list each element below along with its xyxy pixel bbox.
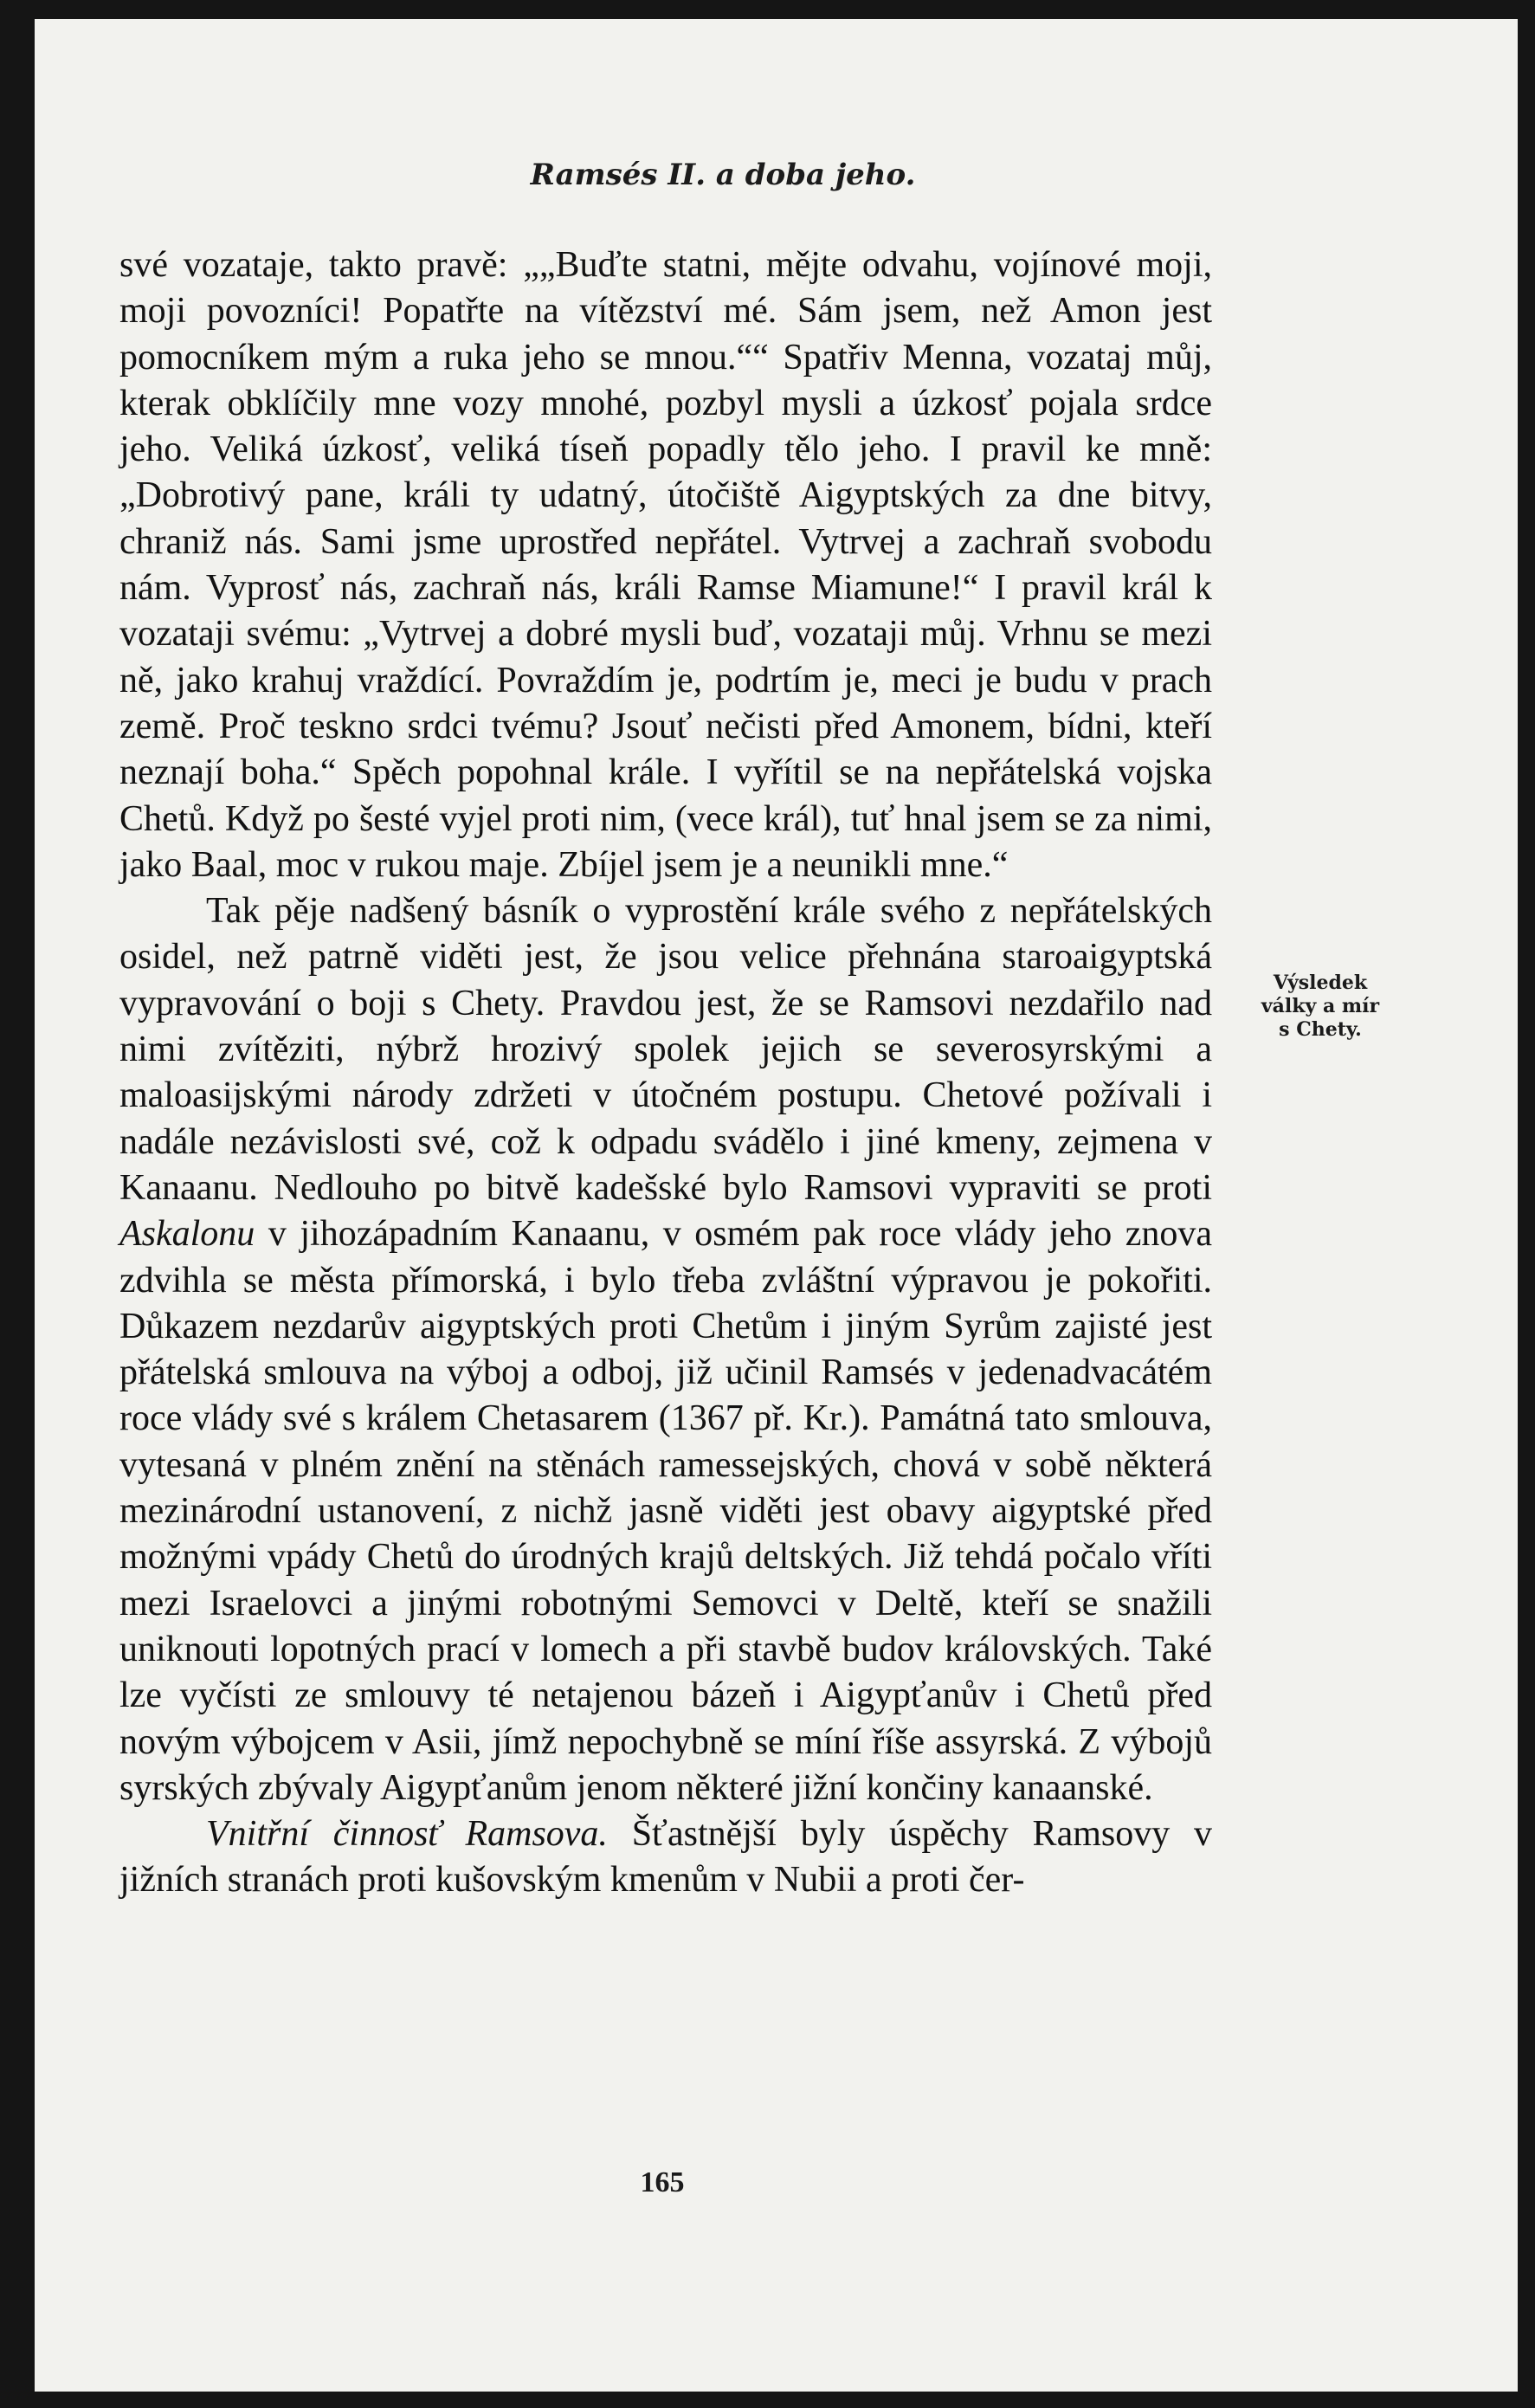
page-number: 165 — [640, 2166, 685, 2198]
paragraph-text-part2: v jihozápadním Kanaanu, v osmém pak roce vlády jeho znova zdvihla se města přímorská, i bylo třeba zvláštní výpravou je pokořiti. Důkazem nezdarův aigyptských proti Chetům i jiným Syrům zajisté jest přátelská smlouva na výboj a odboj, již učinil Ramsés v jedenadvacátém roce vlády své s králem Chetasarem (1367 př. Kr.). Památná tato smlouva, vytesaná v plném znění na stěnách ramessejských, chová v sobě některá mezinárodní ustanovení, z nichž jasně viděti jest obavy aigyptské před možnými vpády Chetů do úrodných krajů deltských. Již tehdá počalo vříti mezi Israelovci a jinými robotnými Semovci v Deltě, kteří se snažili uniknouti lopotných prací v lomech a při stavbě budov královských. Také lze vyčísti ze smlouvy té netajenou bázeň i Aigypťanův i Chetů před novým výbojcem v Asii, jímž nepochybně se míní říše assyrská. Z výbojů syrských zbývaly Aigypťanům jenom některé jižní končiny kanaanské. — [119, 1214, 1212, 1808]
running-header: Ramsés II. a doba jeho. — [530, 158, 916, 192]
section-heading: Vnitřní činnosť Ramsova. — [206, 1814, 608, 1855]
margin-note-line: Výsledek — [1273, 972, 1368, 994]
margin-note-line: války a mír — [1261, 995, 1380, 1017]
paragraph-result-of-war — [119, 888, 1212, 1811]
place-name-askalon: Askalonu — [119, 1214, 255, 1255]
paragraph-internal-activity — [119, 1811, 1212, 1904]
margin-note — [1229, 972, 1411, 1042]
paragraph-continuation: své vozataje, takto pravě: „„Buďte statni, mějte odvahu, vojínové moji, moji povozníci! Popatřte na vítězství mé. Sám jsem, než Amon jest pomocníkem mým a ruka jeho se mnou.““ Spatřiv Menna, vozataj můj, kterak obklíčily mne vozy mnohé, pozbyl mysli a úzkosť pojala srdce jeho. Veliká úzkosť, veliká tíseň popadly tělo jeho. I pravil ke mně: „Dobrotivý pane, králi ty udatný, útočiště Aigyptských za dne bitvy, chraniž nás. Sami jsme uprostřed nepřátel. Vytrvej a zachraň svobodu nám. Vyprosť nás, zachraň nás, králi Ramse Miamune!“ I pravil král k vozataji svému: „Vytrvej a dobré mysli buď, vozataji můj. Vrhnu se mezi ně, jako krahuj vraždící. Povraždím je, podrtím je, meci je budu v prach země. Proč teskno srdci tvému? Jsouť nečisti před Amonem, bídni, kteří neznají boha.“ Spěch popohnal krále. I vyřítil se na nepřátelská vojska Chetů. Když po šesté vyjel proti nim, (vece král), tuť hnal jsem se za nimi, jako Baal, moc v rukou maje. Zbíjel jsem je a neunikli mne.“ — [119, 245, 1212, 885]
book-page — [35, 19, 1518, 2392]
paragraph-text-part1: Tak pěje nadšený básník o vyprostění krále svého z nepřátelských osidel, než patrně viděti jest, že jsou velice přehnána staroaigyptská vypravování o boji s Chety. Pravdou jest, že se Ramsovi nezdařilo nad nimi zvítěziti, nýbrž hrozivý spolek jejich se severosyrskými a maloasijskými národy zdržeti v útočném postupu. Chetové požívali i nadále nezávislosti své, což k odpadu svádělo i jiné kmeny, zejmena v Kanaanu. Nedlouho po bitvě kadešské bylo Ramsovi vypraviti se proti — [119, 891, 1212, 1208]
margin-note-line: s Chety. — [1279, 1018, 1362, 1041]
paragraph-text: Šťastnější byly úspěchy Ramsovy v jižních stranách proti kušovským kmenům v Nubii a proti čer- — [119, 1814, 1212, 1901]
body-text — [119, 242, 1212, 1904]
